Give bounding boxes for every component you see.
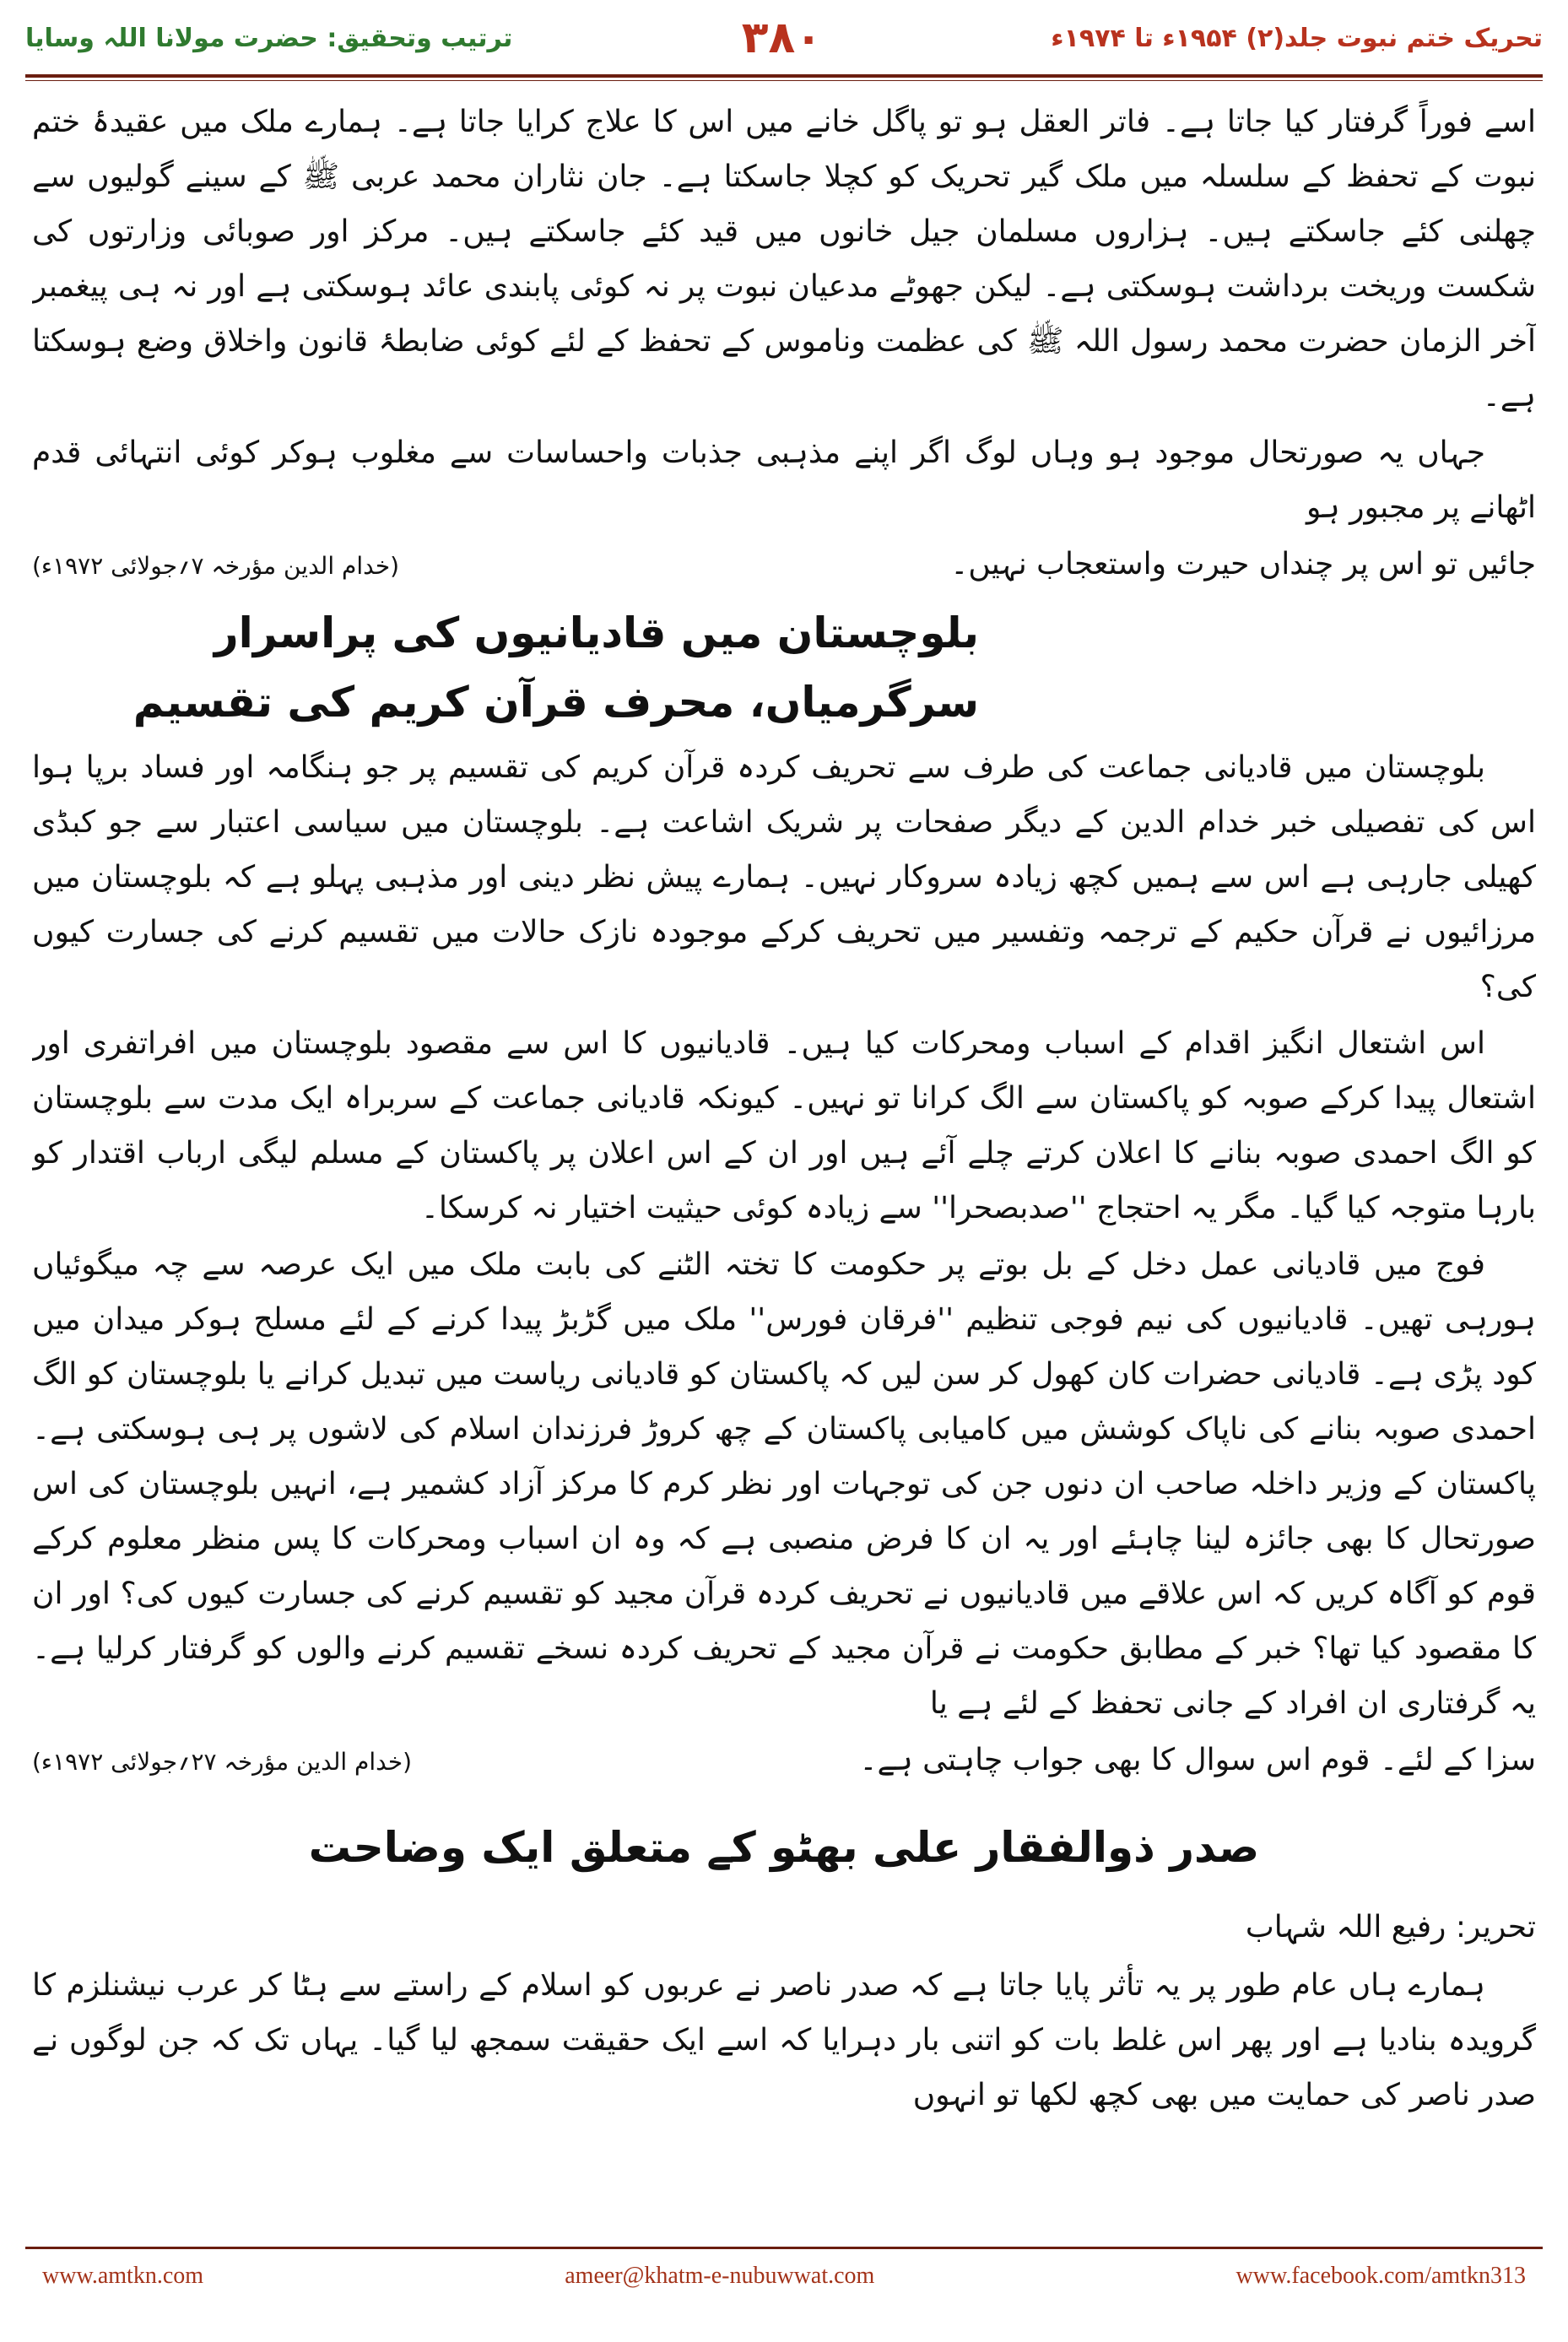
page-header	[25, 8, 1543, 68]
page-footer	[42, 2259, 1526, 2293]
footer-rule	[25, 2247, 1543, 2249]
footer-facebook-link[interactable]: www.facebook.com/amtkn313	[1235, 2263, 1526, 2289]
header-book-title: تحریک ختم نبوت جلد(۲) ۱۹۵۴ء تا ۱۹۷۴ء	[1051, 23, 1543, 53]
paragraph-4: اس اشتعال انگیز اقدام کے اسباب ومحرکات کیا ہیں۔ قادیانیوں کا اس سے مقصود بلوچستان میں افراتفری اور اشتعال پیدا کرکے صوبہ کو پاکستان سے الگ کرانا تو نہیں۔ کیونکہ قادیانی جماعت کے سربراہ ایک مدت سے بلوچستان کو الگ احمدی صوبہ بنانے کا اعلان کرتے چلے آئے ہیں اور ان کے اس اعلان پر پاکستان کے مسلم لیگی ارباب اقتدار کو بارہا متوجہ کیا گیا۔ مگر یہ احتجاج ''صدبصحرا'' سے زیادہ کوئی حیثیت اختیار نہ کرسکا۔	[32, 1026, 1536, 1225]
header-compiler: ترتیب وتحقیق: حضرت مولانا اللہ وسایا	[25, 23, 513, 53]
paragraph-1: اسے فوراً گرفتار کیا جاتا ہے۔ فاتر العقل ہو تو پاگل خانے میں اس کا علاج کرایا جاتا ہے۔ ہمارے ملک میں عقیدۂ ختم نبوت کے تحفظ کے سلسلہ میں ملک گیر تحریک کو کچلا جاسکتا ہے۔ جان نثاران محمد عربی ﷺ کے سینے گولیوں سے چھلنی کئے جاسکتے ہیں۔ ہزاروں مسلمان جیل خانوں میں قید کئے جاسکتے ہیں۔ مرکز اور صوبائی وزارتوں کی شکست وریخت برداشت ہوسکتی ہے۔ لیکن جھوٹے مدعیان نبوت پر نہ کوئی پابندی عائد ہوسکتی ہے اور نہ ہی پیغمبر آخر الزمان حضرت محمد رسول اللہ ﷺ کی عظمت وناموس کے تحفظ کے لئے کوئی ضابطۂ قانون واخلاق وضع ہوسکتا ہے۔	[32, 105, 1536, 414]
header-rule	[25, 74, 1543, 78]
author-line: تحریر: رفیع اللہ شہاب	[1245, 1910, 1536, 1944]
source-citation-2: (خدام الدین مؤرخہ ۲۷؍جولائی ۱۹۷۲ء)	[32, 1748, 413, 1776]
footer-email-link[interactable]: ameer@khatm-e-nubuwwat.com	[565, 2263, 875, 2289]
footer-website-link[interactable]: www.amtkn.com	[42, 2263, 204, 2289]
paragraph-2-end-line	[32, 537, 1536, 593]
paragraph-5: فوج میں قادیانی عمل دخل کے بل بوتے پر حکومت کا تختہ الٹنے کی بابت ملک میں ایک عرصہ سے چہ میگوئیاں ہورہی تھیں۔ قادیانیوں کی نیم فوجی تنظیم ''فرقان فورس'' ملک میں گڑبڑ پیدا کرنے کے لئے مسلح ہوکر میدان میں کود پڑی ہے۔ قادیانی حضرات کان کھول کر سن لیں کہ پاکستان کو قادیانی ریاست میں تبدیل کرانے یا بلوچستان کو الگ احمدی صوبہ بنانے کی ناپاک کوشش میں کامیابی پاکستان کے چھ کروڑ فرزندان اسلام کی لاشوں پر ہی ہوسکتی ہے۔ پاکستان کے وزیر داخلہ صاحب ان دنوں جن کی توجہات اور نظر کرم کا مرکز آزاد کشمیر ہے، انہیں بلوچستان کی اس صورتحال کا بھی جائزہ لینا چاہئے اور یہ ان کا فرض منصبی ہے کہ وہ ان اسباب ومحرکات کا پس منظر معلوم کرکے قوم کو آگاہ کریں کہ اس علاقے میں قادیانیوں نے تحریف کردہ قرآن مجید کو تقسیم کرنے کی جسارت کیوں کی؟ اور ان کا مقصود کیا تھا؟ خبر کے مطابق حکومت نے قرآن مجید کے تحریف کردہ نسخے تقسیم کرنے والوں کو گرفتار کرلیا ہے۔ یہ گرفتاری ان افراد کے جانی تحفظ کے لئے ہے یا	[32, 1247, 1536, 1721]
section-heading-1: بلوچستان میں قادیانیوں کی پراسرار سرگرمیاں، محرف قرآن کریم کی تقسیم	[132, 608, 979, 727]
paragraph-5-end: سزا کے لئے۔ قوم اس سوال کا بھی جواب چاہتی ہے۔	[859, 1743, 1536, 1777]
page-number: ۳۸۰	[741, 13, 822, 63]
paragraph-3: بلوچستان میں قادیانی جماعت کی طرف سے تحریف کردہ قرآن کریم کی تقسیم پر جو ہنگامہ اور فساد برپا ہوا اس کی تفصیلی خبر خدام الدین کے دیگر صفحات پر شریک اشاعت ہے۔ بلوچستان میں سیاسی اعتبار سے جو کبڈی کھیلی جارہی ہے اس سے ہمیں کچھ زیادہ سروکار نہیں۔ ہمارے پیش نظر دینی اور مذہبی پہلو ہے کہ بلوچستان میں مرزائیوں نے قرآن حکیم کے ترجمہ وتفسیر میں تحریف کرکے موجودہ نازک حالات میں تقسیم کرنے کی جسارت کیوں کی؟	[32, 750, 1536, 1004]
paragraph-5-end-line	[32, 1733, 1536, 1789]
paragraph-2: جہاں یہ صورتحال موجود ہو وہاں لوگ اگر اپنے مذہبی جذبات واحساسات سے مغلوب ہوکر کوئی انتہائی قدم اٹھانے پر مجبور ہو	[32, 435, 1536, 525]
header-rule-thin	[25, 80, 1543, 81]
section-heading-2: صدر ذوالفقار علی بھٹو کے متعلق ایک وضاحت	[308, 1823, 1260, 1872]
paragraph-6: ہمارے ہاں عام طور پر یہ تأثر پایا جاتا ہے کہ صدر ناصر نے عربوں کو اسلام کے راستے سے ہٹا کر عرب نیشنلزم کا گرویدہ بنادیا ہے اور پھر اس غلط بات کو اتنی بار دہرایا کہ اسے ایک حقیقت سمجھ لیا گیا۔ یہاں تک کہ جن لوگوں نے صدر ناصر کی حمایت میں بھی کچھ لکھا تو انہوں	[32, 1968, 1536, 2112]
paragraph-2-end: جائیں تو اس پر چنداں حیرت واستعجاب نہیں۔	[950, 547, 1536, 581]
page-body	[32, 95, 1536, 2215]
source-citation-1: (خدام الدین مؤرخہ ۷؍جولائی ۱۹۷۲ء)	[32, 552, 400, 580]
